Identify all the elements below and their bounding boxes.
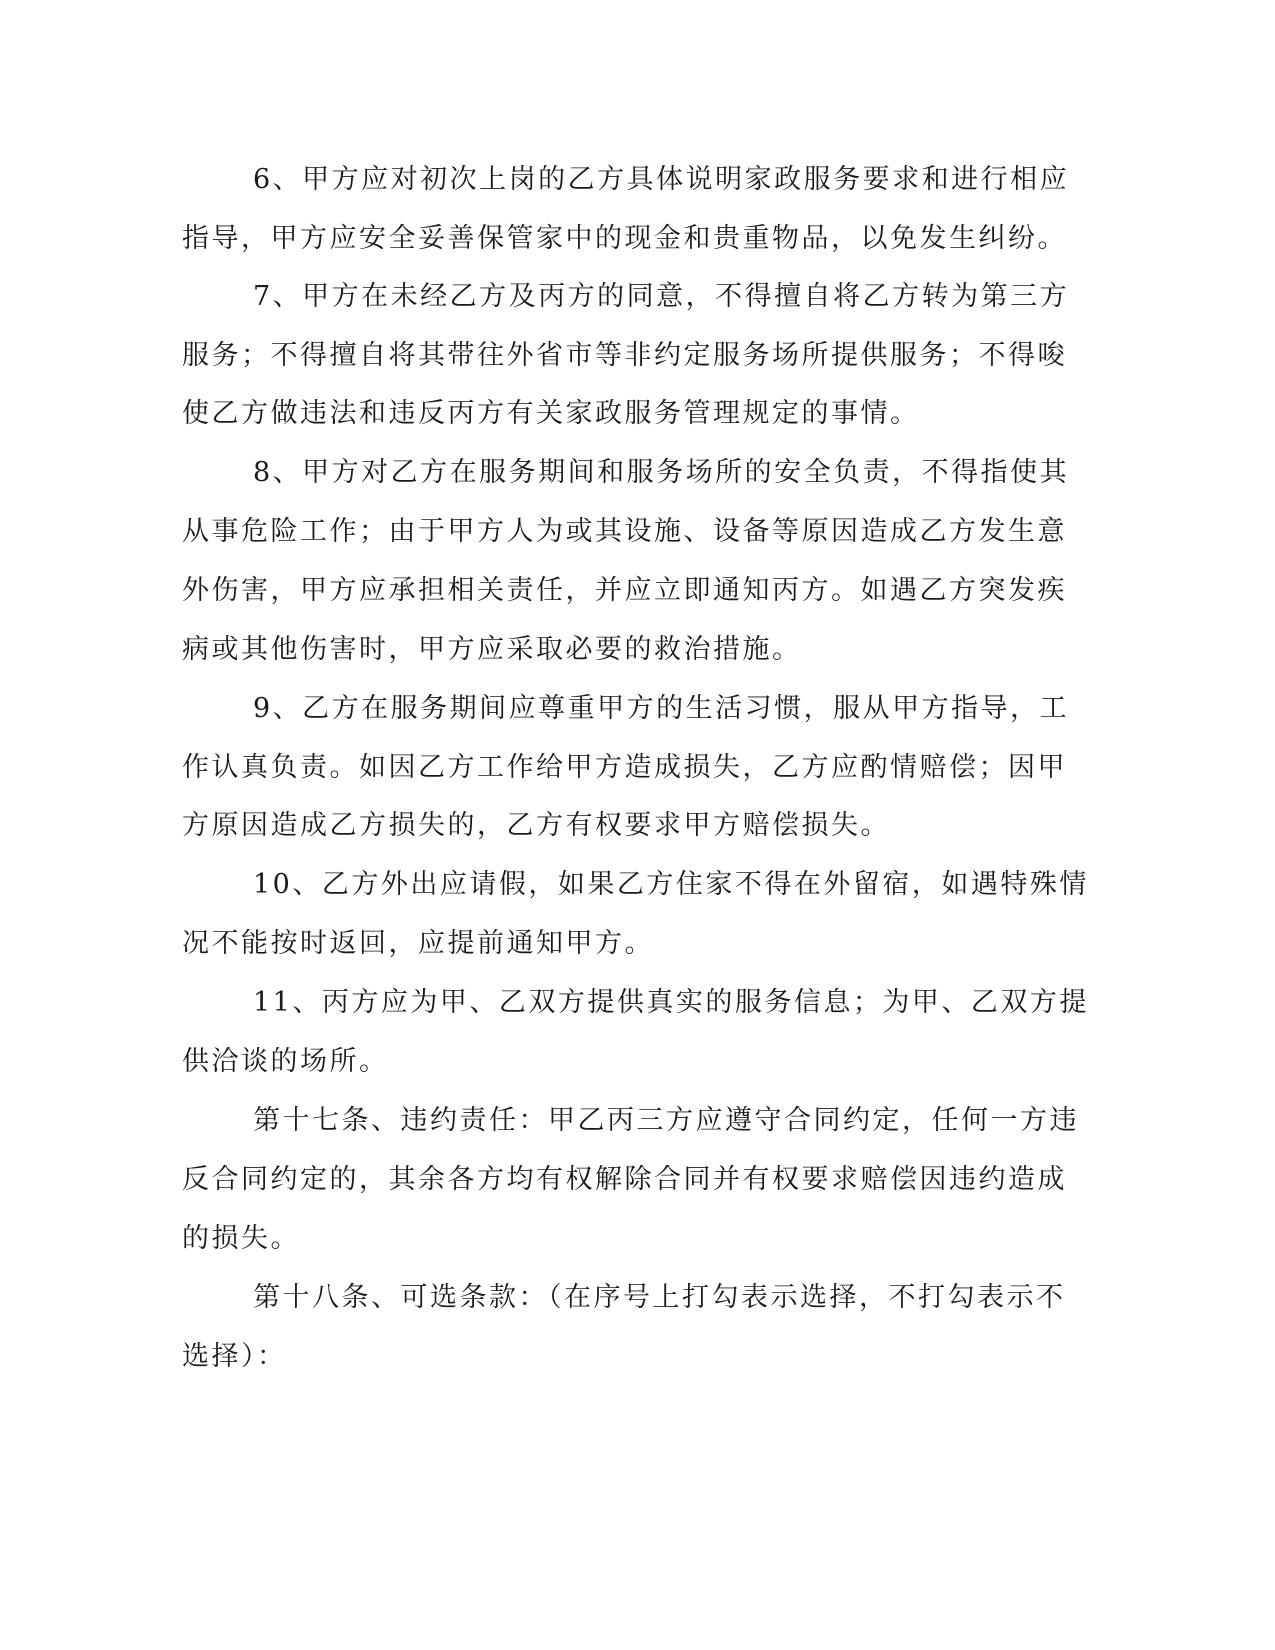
text-line: 供洽谈的场所。 bbox=[182, 1046, 389, 1077]
text-line: 6、甲方应对初次上岗的乙方具体说明家政服务要求和进行相应 bbox=[253, 164, 1070, 195]
text-line: 11、丙方应为甲、乙双方提供真实的服务信息；为甲、乙双方提 bbox=[253, 987, 1089, 1018]
text-line: 服务；不得擅自将其带往外省市等非约定服务场所提供服务；不得唆 bbox=[182, 340, 1067, 371]
text-line: 反合同约定的，其余各方均有权解除合同并有权要求赔偿因违约造成 bbox=[182, 1164, 1067, 1195]
text-line: 第十八条、可选条款：（在序号上打勾表示选择，不打勾表示不 bbox=[253, 1282, 1066, 1313]
text-line: 病或其他伤害时，甲方应采取必要的救治措施。 bbox=[182, 634, 802, 665]
text-line: 方原因造成乙方损失的，乙方有权要求甲方赔偿损失。 bbox=[182, 810, 890, 841]
text-line: 7、甲方在未经乙方及丙方的同意，不得擅自将乙方转为第三方 bbox=[253, 281, 1070, 312]
text-line: 的损失。 bbox=[182, 1223, 300, 1254]
text-line: 选择）： bbox=[182, 1341, 287, 1372]
text-line: 第十七条、违约责任：甲乙丙三方应遵守合同约定，任何一方违 bbox=[253, 1105, 1079, 1136]
text-line: 8、甲方对乙方在服务期间和服务场所的安全负责，不得指使其 bbox=[253, 457, 1070, 488]
text-line: 指导，甲方应安全妥善保管家中的现金和贵重物品，以免发生纠纷。 bbox=[182, 223, 1067, 254]
text-line: 使乙方做违法和违反丙方有关家政服务管理规定的事情。 bbox=[182, 398, 920, 429]
text-line: 作认真负责。如因乙方工作给甲方造成损失，乙方应酌情赔偿；因甲 bbox=[182, 752, 1067, 783]
text-line: 9、乙方在服务期间应尊重甲方的生活习惯，服从甲方指导，工 bbox=[253, 693, 1070, 724]
text-line: 10、乙方外出应请假，如果乙方住家不得在外留宿，如遇特殊情 bbox=[253, 869, 1089, 900]
text-line: 况不能按时返回，应提前通知甲方。 bbox=[182, 928, 654, 959]
text-line: 外伤害，甲方应承担相关责任，并应立即通知丙方。如遇乙方突发疾 bbox=[182, 575, 1067, 606]
text-line: 从事危险工作；由于甲方人为或其设施、设备等原因造成乙方发生意 bbox=[182, 516, 1067, 547]
